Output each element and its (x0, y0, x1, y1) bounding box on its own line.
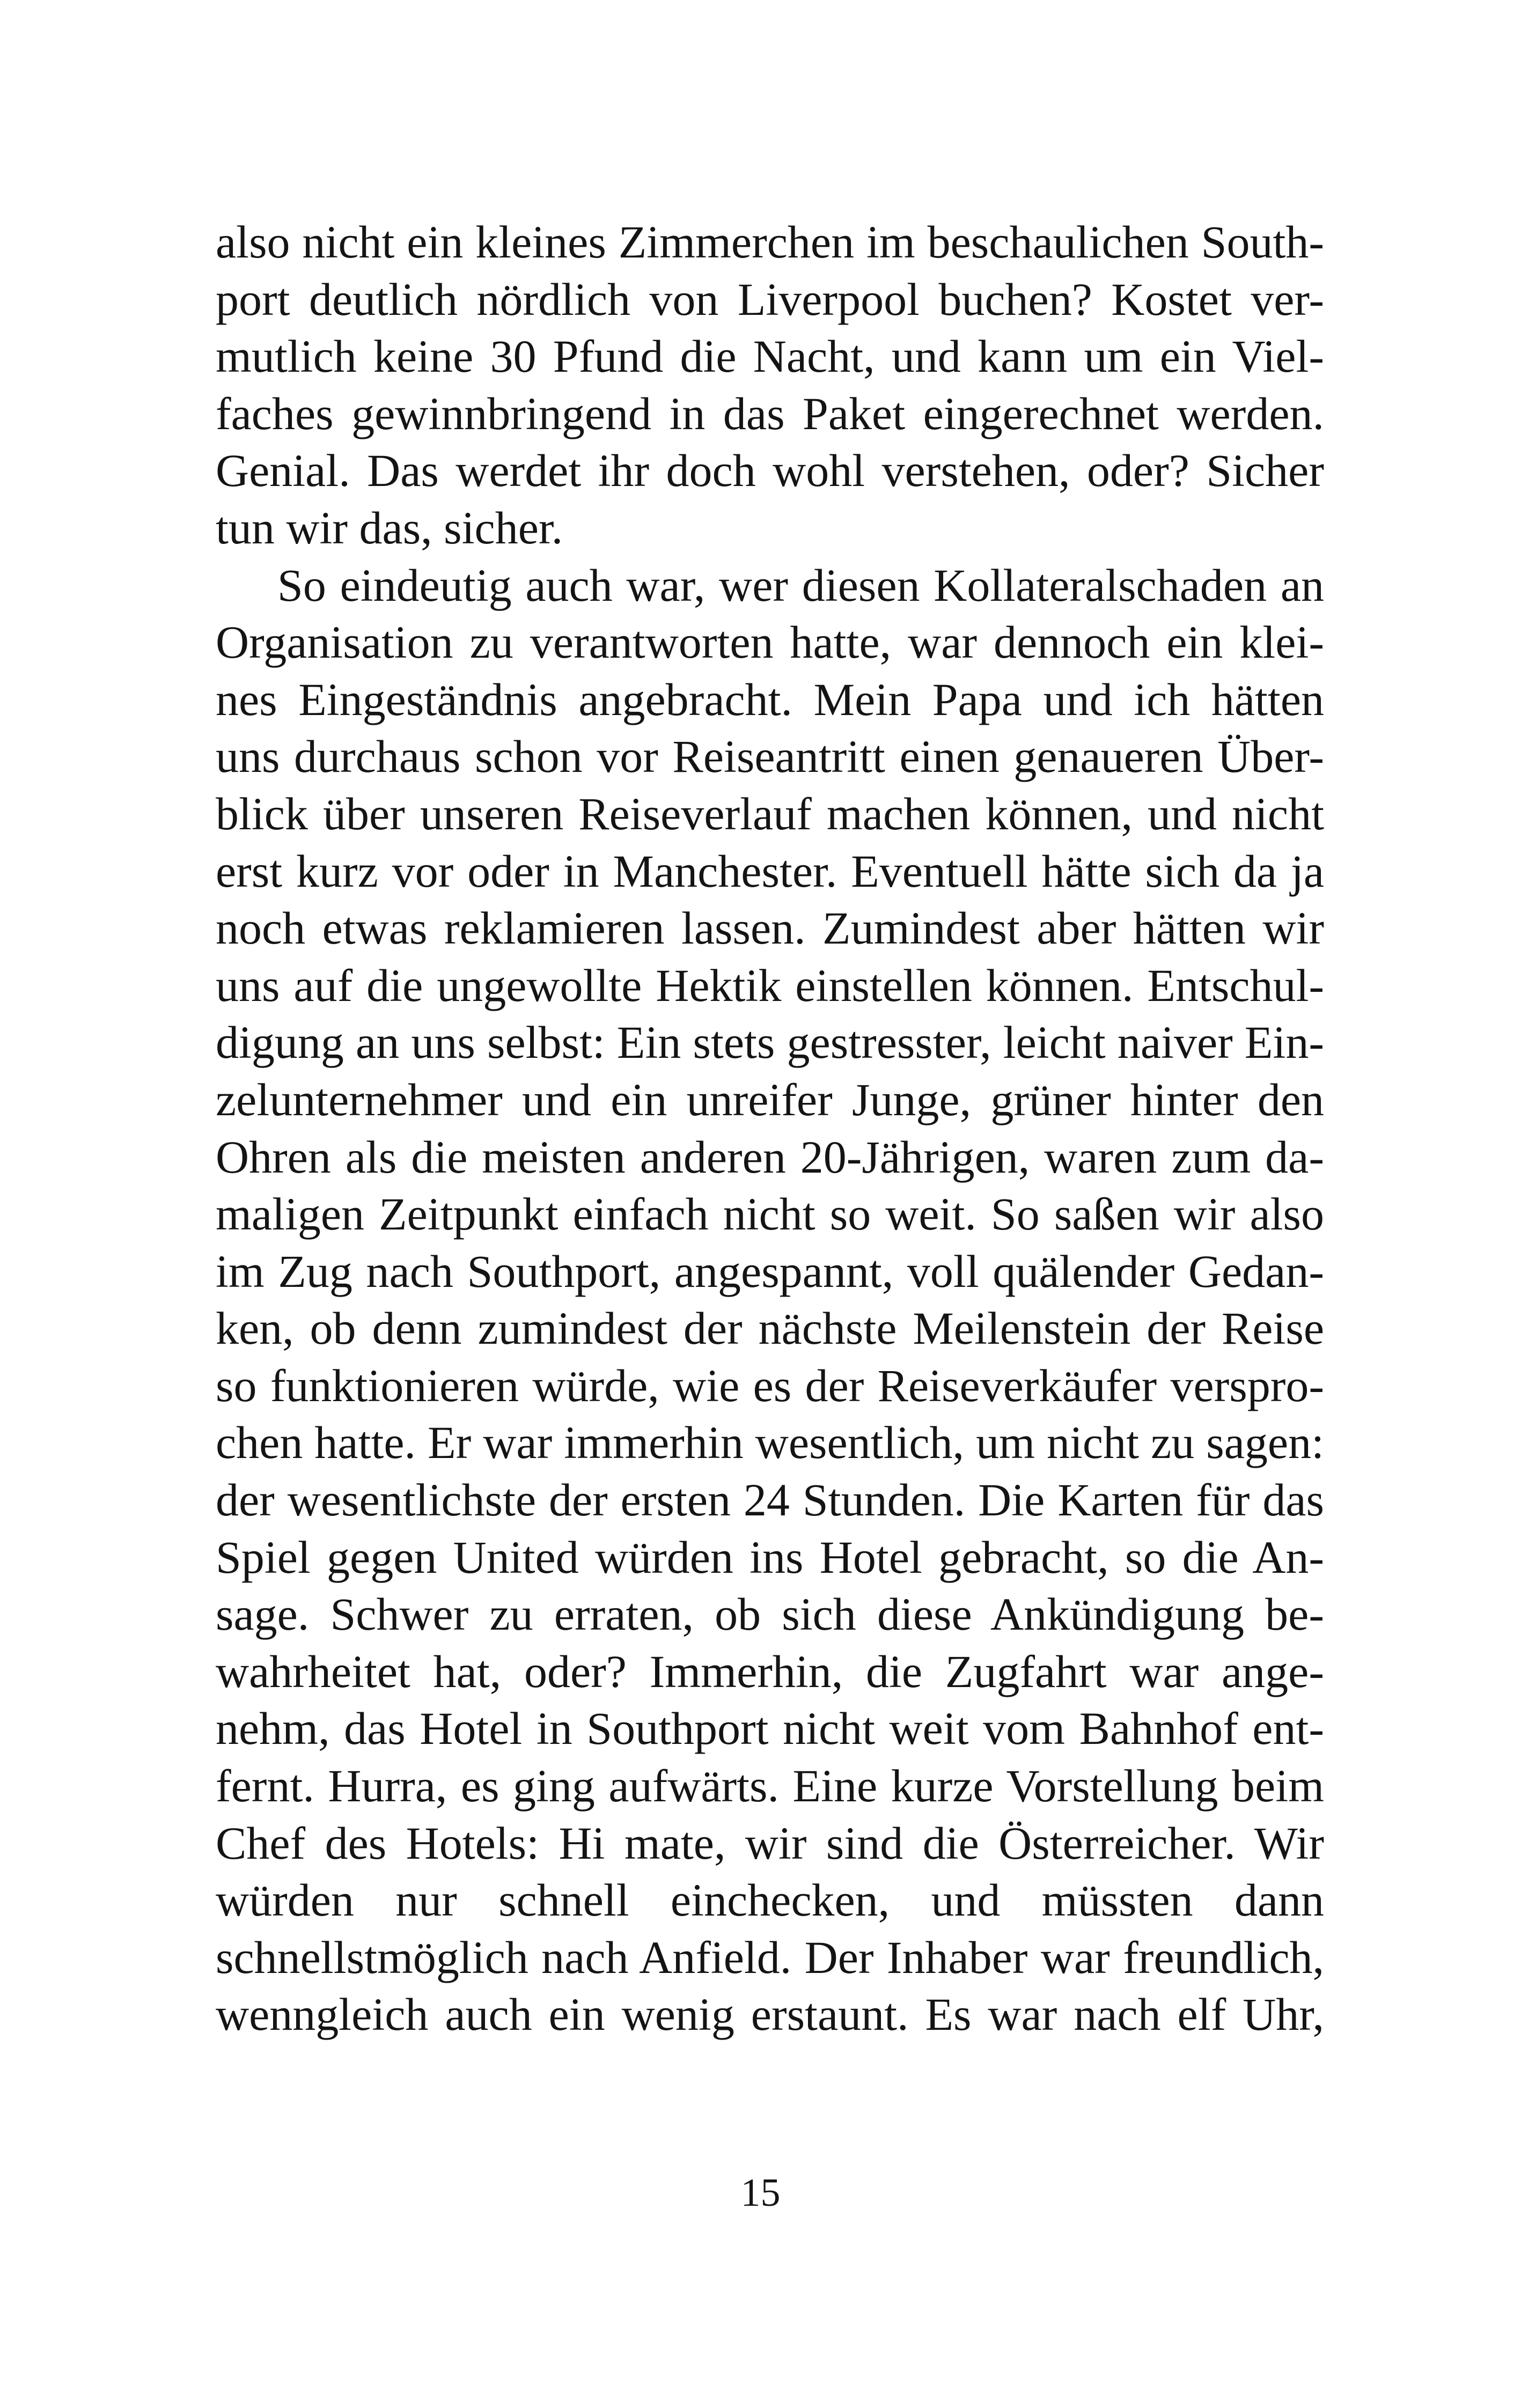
text-line: mutlich keine 30 Pfund die Nacht, und kann um ein Viel- (216, 330, 1324, 382)
text-line: erst kurz vor oder in Manchester. Eventuell hätte sich da ja (216, 845, 1324, 897)
text-line: Ohren als die meisten anderen 20-Jährigen, waren zum da- (216, 1131, 1324, 1183)
text-line: Chef des Hotels: Hi mate, wir sind die Österreicher. Wir (216, 1817, 1324, 1869)
text-line: der wesentlichste der ersten 24 Stunden. Die Karten für das (216, 1474, 1324, 1526)
text-line: also nicht ein kleines Zimmerchen im beschaulichen South- (216, 216, 1324, 268)
text-line: Genial. Das werdet ihr doch wohl verstehen, oder? Sicher (216, 445, 1324, 497)
text-line: maligen Zeitpunkt einfach nicht so weit. So saßen wir also (216, 1188, 1324, 1240)
text-line: Spiel gegen United würden ins Hotel gebracht, so die An- (216, 1531, 1324, 1583)
paragraph-2 (216, 557, 1324, 2043)
text-line: wenngleich auch ein wenig erstaunt. Es war nach elf Uhr, (216, 1989, 1324, 2041)
body-text (216, 213, 1324, 2043)
text-line: sage. Schwer zu erraten, ob sich diese Ankündigung be- (216, 1588, 1324, 1640)
text-line: So eindeutig auch war, wer diesen Kollateralschaden an (277, 559, 1324, 611)
text-line: Organisation zu verantworten hatte, war dennoch ein klei- (216, 616, 1324, 668)
text-line: zelunternehmer und ein unreifer Junge, grüner hinter den (216, 1073, 1324, 1125)
text-line: so funktionieren würde, wie es der Reiseverkäufer verspro- (216, 1359, 1324, 1411)
text-line: nehm, das Hotel in Southport nicht weit vom Bahnhof ent- (216, 1703, 1324, 1755)
text-line: fernt. Hurra, es ging aufwärts. Eine kurze Vorstellung beim (216, 1760, 1324, 1812)
page-number: 15 (740, 2171, 781, 2215)
text-line: schnellstmöglich nach Anfield. Der Inhaber war freundlich, (216, 1931, 1324, 1983)
text-line: chen hatte. Er war immerhin wesentlich, um nicht zu sagen: (216, 1417, 1324, 1469)
text-line: würden nur schnell einchecken, und müssten dann (216, 1874, 1324, 1926)
text-line: wahrheitet hat, oder? Immerhin, die Zugfahrt war ange- (216, 1645, 1324, 1697)
text-line: ken, ob denn zumindest der nächste Meilenstein der Reise (216, 1302, 1324, 1354)
text-line: nes Eingeständnis angebracht. Mein Papa und ich hätten (216, 673, 1324, 725)
text-line: noch etwas reklamieren lassen. Zumindest aber hätten wir (216, 902, 1324, 954)
text-line: uns auf die ungewollte Hektik einstellen können. Entschul- (216, 959, 1324, 1011)
text-line: port deutlich nördlich von Liverpool buchen? Kostet ver- (216, 273, 1324, 325)
text-line: faches gewinnbringend in das Paket eingerechnet werden. (216, 387, 1324, 439)
text-line: digung an uns selbst: Ein stets gestresster, leicht naiver Ein- (216, 1017, 1324, 1069)
paragraph-1 (216, 213, 1324, 557)
text-line: tun wir das, sicher. (216, 502, 563, 554)
text-line: im Zug nach Southport, angespannt, voll quälender Gedan- (216, 1245, 1324, 1297)
text-line: uns durchaus schon vor Reiseantritt einen genaueren Über- (216, 731, 1324, 783)
text-line: blick über unseren Reiseverlauf machen können, und nicht (216, 787, 1324, 840)
